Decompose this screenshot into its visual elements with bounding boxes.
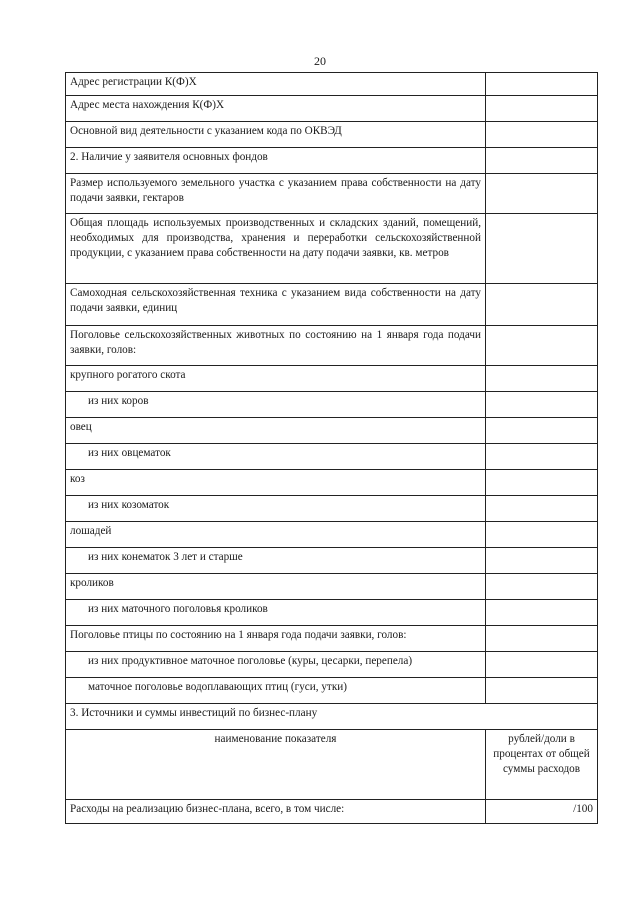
row-value-cell[interactable]: [486, 470, 598, 496]
table-row: [66, 574, 598, 600]
row-value-cell[interactable]: [486, 626, 598, 652]
row-value-cell[interactable]: [486, 678, 598, 704]
row-value-cell[interactable]: [486, 96, 598, 122]
row-value-cell[interactable]: [486, 148, 598, 174]
row-label-land-plot: Размер используемого земельного участка с указанием права собственности на дату подачи заявки, гектаров: [66, 174, 486, 214]
row-label-cows: из них коров: [66, 392, 486, 418]
table-row: [66, 470, 598, 496]
row-label-total-expenses: Расходы на реализацию бизнес-плана, всего, в том числе:: [66, 800, 486, 824]
row-label-main-activity: Основной вид деятельности с указанием кода по ОКВЭД: [66, 122, 486, 148]
application-form-table: [65, 72, 598, 824]
row-label-machinery: Самоходная сельскохозяйственная техника с указанием вида собственности на дату подачи заявки, единиц: [66, 284, 486, 326]
row-label-sheep: овец: [66, 418, 486, 444]
table-row: [66, 522, 598, 548]
table-row: [66, 600, 598, 626]
row-label-cattle: крупного рогатого скота: [66, 366, 486, 392]
table-row: [66, 652, 598, 678]
table-row: [66, 800, 598, 824]
row-label-location-address: Адрес места нахождения К(Ф)Х: [66, 96, 486, 122]
row-value-cell[interactable]: [486, 214, 598, 284]
row-value-cell[interactable]: [486, 574, 598, 600]
table-row: [66, 96, 598, 122]
table-row: [66, 678, 598, 704]
table-row: [66, 392, 598, 418]
column-header-units: рублей/доли в процентах от общей суммы расходов: [486, 730, 598, 800]
row-label-breeding-rabbits: из них маточного поголовья кроликов: [66, 600, 486, 626]
row-value-cell[interactable]: [486, 548, 598, 574]
table-header-row: [66, 730, 598, 800]
table-row: [66, 73, 598, 96]
row-label-buildings-area: Общая площадь используемых производственных и складских зданий, помещений, необходимых для производства, хранения и переработки сельскохозяйственной продукции, с указанием права собственности на дату подачи заявки, кв. метров: [66, 214, 486, 284]
row-value-cell[interactable]: [486, 600, 598, 626]
row-label-horses: лошадей: [66, 522, 486, 548]
row-label-livestock-heading: Поголовье сельскохозяйственных животных по состоянию на 1 января года подачи заявки, голов:: [66, 326, 486, 366]
row-value-cell[interactable]: [486, 444, 598, 470]
row-value-cell[interactable]: [486, 73, 598, 96]
row-label-registration-address: Адрес регистрации К(Ф)Х: [66, 73, 486, 96]
row-label-does: из них козоматок: [66, 496, 486, 522]
table-row: [66, 548, 598, 574]
row-value-cell[interactable]: [486, 122, 598, 148]
table-row: [66, 122, 598, 148]
table-row: [66, 444, 598, 470]
row-value-cell[interactable]: [486, 522, 598, 548]
section-2-heading: 2. Наличие у заявителя основных фондов: [66, 148, 486, 174]
row-label-rabbits: кроликов: [66, 574, 486, 600]
table-row: [66, 626, 598, 652]
row-value-cell[interactable]: [486, 366, 598, 392]
table-row: [66, 214, 598, 284]
row-label-waterfowl: маточное поголовье водоплавающих птиц (гуси, утки): [66, 678, 486, 704]
table-row: [66, 704, 598, 730]
row-value-cell[interactable]: [486, 284, 598, 326]
row-value-cell[interactable]: [486, 496, 598, 522]
table-row: [66, 496, 598, 522]
row-value-cell[interactable]: [486, 326, 598, 366]
column-header-indicator: наименование показателя: [66, 730, 486, 800]
row-value-cell[interactable]: [486, 174, 598, 214]
table-row: [66, 366, 598, 392]
row-value-cell[interactable]: [486, 418, 598, 444]
table-row: [66, 418, 598, 444]
row-value-cell[interactable]: [486, 392, 598, 418]
table-row: [66, 326, 598, 366]
table-row: [66, 174, 598, 214]
total-value-cell[interactable]: /100: [486, 800, 598, 824]
row-label-mares: из них конематок 3 лет и старше: [66, 548, 486, 574]
table-row: [66, 284, 598, 326]
row-label-ewes: из них овцематок: [66, 444, 486, 470]
page-number: 20: [314, 54, 326, 68]
row-value-cell[interactable]: [486, 652, 598, 678]
table-row: [66, 148, 598, 174]
row-label-productive-poultry: из них продуктивное маточное поголовье (куры, цесарки, перепела): [66, 652, 486, 678]
section-3-heading: 3. Источники и суммы инвестиций по бизнес-плану: [66, 704, 598, 730]
row-label-goats: коз: [66, 470, 486, 496]
row-label-poultry-heading: Поголовье птицы по состоянию на 1 января года подачи заявки, голов:: [66, 626, 486, 652]
